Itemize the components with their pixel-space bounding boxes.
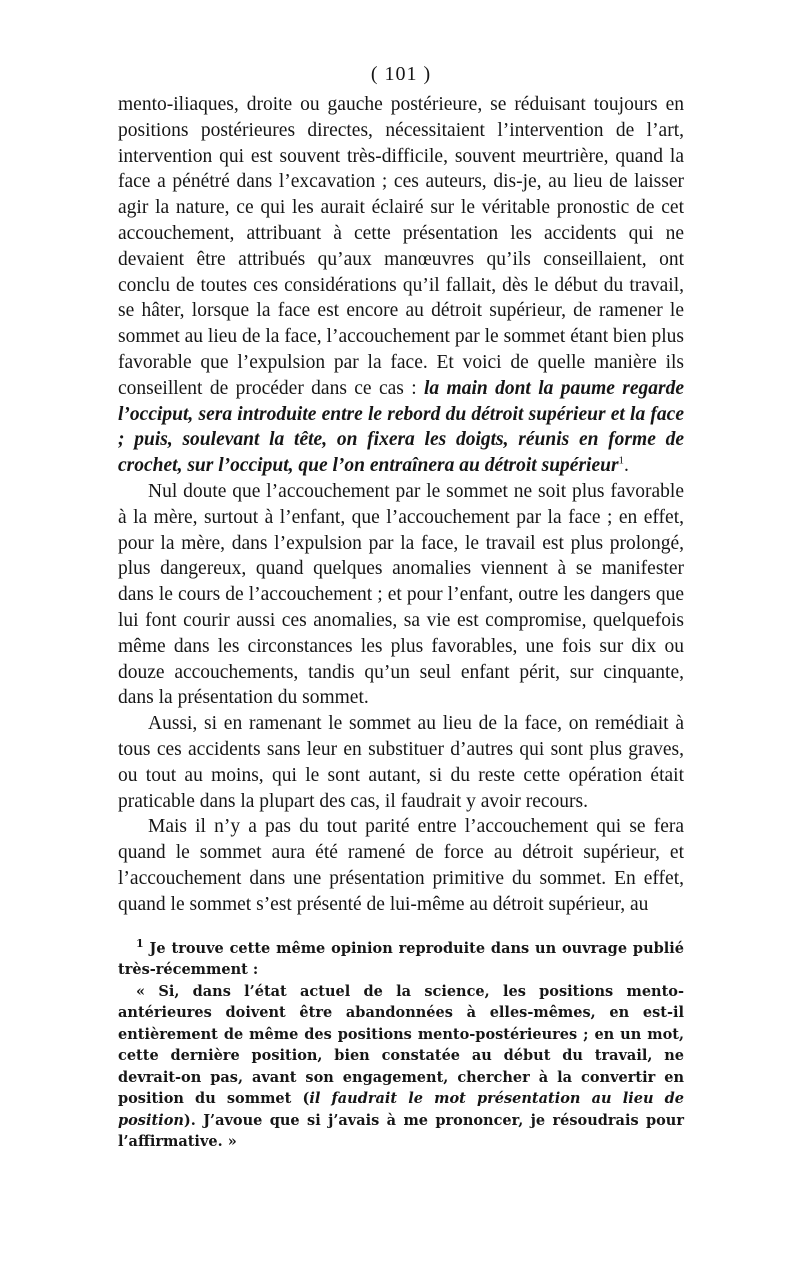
footnote-1	[118, 938, 684, 981]
main-text	[118, 92, 684, 918]
footnotes	[118, 938, 684, 1153]
paragraph-1-end: .	[624, 455, 629, 477]
paragraph-1	[118, 92, 684, 479]
page-number: ( 101 )	[370, 63, 432, 85]
paragraph-3: Aussi, si en ramenant le sommet au lieu de la face, on remédiait à tous ces accidents sans leur en substituer d’autres qui sont plus graves, ou tout au moins, qui le sont autant, si du reste cette opération était praticable dans la plupart des cas, il faudrait y avoir recours.	[118, 713, 684, 812]
paragraph-4: Mais il n’y a pas du tout parité entre l’accouchement qui se fera quand le sommet aura été ramené de force au détroit supérieur, et l’accouchement dans une présentation primitive du sommet. En effet, quand le sommet s’est présenté de lui-même au détroit supérieur, au	[118, 816, 684, 915]
footnote-1-text: Je trouve cette même opinion reproduite dans un ouvrage publié très-récemment :	[118, 939, 684, 978]
footnote-quote-italic: il faudrait le mot présentation au lieu de position	[118, 1090, 684, 1129]
paragraph-1-text: mento-iliaques, droite ou gauche postérieure, se réduisant toujours en positions postérieures directes, nécessitaient l’intervention de l’art, intervention qui est souvent très-difficile, souvent meurtrière, quand la face a pénétré dans l’excavation ; ces auteurs, dis-je, au lieu de laisser agir la nature, ce qui les aurait éclairé sur le véritable pronostic de cet accouchement, attribuant à cette présentation les accidents qui ne devaient être attribués qu’aux manœuvres qu’ils conseillaient, ont conclu de toutes ces considérations qu’il fallait, dès le début du travail, se hâter, lorsque la face est encore au détroit supérieur, de ramener le sommet au lieu de la face, l’accouchement par le sommet étant bien plus favorable que l’expulsion par la face. Et voici de quelle manière ils conseillent de procéder dans ce cas :	[118, 94, 684, 399]
footnote-quote-text-b: ). J’avoue que si j’avais à me prononcer, je résoudrais pour l’affirmative. »	[118, 1111, 684, 1150]
footnote-mark: 1	[136, 936, 144, 950]
paragraph-1-quote: la main dont la paume regarde l’occiput, sera introduite entre le rebord du détroit supérieur et la face ; puis, soulevant la tête, on fixera les doigts, réunis en forme de crochet, sur l’occiput, que l’on entraînera au détroit supérieur	[118, 377, 684, 477]
footnote-quote-text-a: « Si, dans l’état actuel de la science, les positions mento-antérieures doivent être abandonnées à elles-mêmes, en est-il entièrement de même des positions mento-postérieures ; en un mot, cette dernière position, bien constatée au début du travail, ne devrait-on pas, avant son engagement, chercher à la convertir en position du sommet (	[118, 982, 684, 1107]
paragraph-2: Nul doute que l’accouchement par le sommet ne soit plus favorable à la mère, surtout à l’enfant, que l’accouchement par la face ; en effet, pour la mère, dans l’expulsion par la face, le travail est plus prolongé, plus dangereux, quand quelques anomalies viennent à se manifester dans le cours de l’accouchement ; et pour l’enfant, outre les dangers que lui font courir aussi ces anomalies, sa vie est compromise, quelquefois même dans les circonstances les plus favorables, une fois sur dix ou douze accouchements, tandis qu’un seul enfant périt, sur cinquante, dans la présentation du sommet.	[118, 480, 684, 709]
footnote-quote	[118, 981, 684, 1153]
book-page	[118, 62, 684, 1153]
footnote-reference[interactable]: 1	[618, 454, 625, 467]
